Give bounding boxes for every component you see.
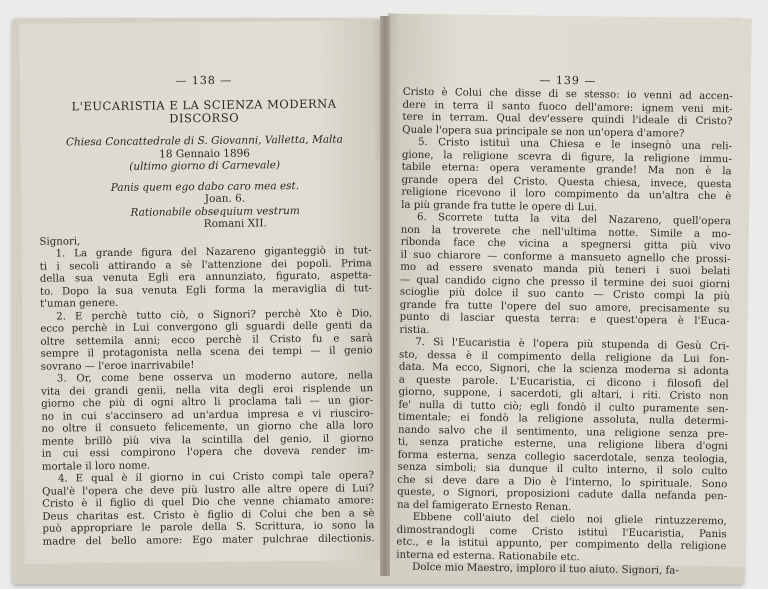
text-line: mo ad essere svenato manda più teneri i suoi belati bbox=[400, 261, 731, 278]
text-line: nando salvo che il sentimento, una religione senza pre- bbox=[397, 424, 729, 440]
text-line: etc., e la istituì appunto, per compimento della religione bbox=[396, 536, 727, 553]
text-line: 5. Cristo istituì una Chiesa e le insegnò una reli- bbox=[417, 136, 733, 153]
text-line: giorno, suppone, i sacerdoti, gli altari, i riti. Cristo non bbox=[398, 386, 729, 403]
book-gutter bbox=[380, 16, 390, 576]
left-page bbox=[19, 20, 389, 564]
text-line: 1. La grande figura del Nazareno giganteggiò in tut- bbox=[55, 245, 372, 260]
text-line: sovrano — l'eroe inarrivabile! bbox=[40, 359, 195, 373]
text-line: senza simboli; sia dunque il culto interno, il solo culto bbox=[397, 461, 728, 478]
text-line: timentale; ei fondò la religione assoluta, nulla determi- bbox=[398, 411, 729, 428]
venue: Chiesa Concattedrale di S. Giovanni, Valletta, Malta bbox=[65, 133, 343, 149]
date: 18 Gennaio 1896 bbox=[159, 147, 251, 160]
text-line: Quale l'opera sua principale se non un'opera d'amore? bbox=[402, 124, 685, 140]
text-line: no in cui s'accinsero ad un'ardua impresa e vi riusciro- bbox=[41, 407, 374, 423]
text-line: a queste parole. L'Eucaristia, ci dicono i filosofi del bbox=[398, 374, 729, 390]
text-line: Cristo è il figlio di quel Dio che venne chiamato amore: bbox=[42, 495, 375, 510]
text-line: dimostrandogli come Cristo istituì l'Eucaristia, Panis bbox=[396, 524, 727, 540]
text-line: interna ed esterna. Rationabile etc. bbox=[396, 549, 580, 563]
text-line: della sua venuta Egli era annunziato, figurato, aspetta- bbox=[39, 270, 372, 285]
text-line: madre del bello amore: Ego mater pulchrae dilectionis. bbox=[42, 532, 375, 548]
text-line: Cristo è Colui che disse di se stesso: io venni ad accen- bbox=[402, 86, 733, 103]
text-line: ristia. bbox=[399, 324, 430, 336]
text-line: la più grande fra tutte le opere di Lui. bbox=[401, 199, 598, 213]
text-line: che si deve dare a Dio è l'interno, lo spirituale. Sono bbox=[397, 474, 728, 490]
right-page bbox=[380, 13, 752, 577]
text-line: grande fra tutte l'opere del suo amore, precisamente su bbox=[399, 299, 730, 315]
text-line: tere in terram. Qual dev'essere quindi l'ideale di Cristo? bbox=[402, 111, 733, 128]
right-body-text bbox=[396, 87, 733, 579]
text-line: ecco perchè in Lui convergono gli sguardi delle genti da bbox=[40, 320, 373, 335]
text-line: dere in terra il santo fuoco dell'amore: ignem veni mit- bbox=[402, 99, 733, 115]
text-line: — qual candido cigno che presso il termine dei suoi giorni bbox=[400, 274, 731, 290]
text-line: t'uman genere. bbox=[40, 297, 119, 310]
salutation: Signori, bbox=[39, 235, 81, 248]
text-line: il suo chiarore — conforme a mansueto agnello che prossi- bbox=[400, 249, 731, 265]
text-line: na del famigerato Ernesto Renan. bbox=[396, 499, 572, 513]
epigraph-line: Rationabile obsequium vestrum bbox=[130, 204, 300, 219]
text-line: 3. Or, come bene osserva un moderno autore, nella bbox=[56, 370, 373, 385]
text-line: no oltre il consueto felicemente, un giorno che alla loro bbox=[41, 420, 374, 435]
text-line: giorno che più di ogni altro li proclama tali — un gior- bbox=[41, 395, 374, 410]
text-line: può appropriare le parole della S. Scrittura, io sono la bbox=[42, 520, 375, 535]
text-line: to. Dopo la sua venuta Egli forma la meraviglia di tut- bbox=[39, 282, 373, 298]
text-line: religione ricevono il loro compimento da un'altra che è bbox=[401, 186, 732, 203]
text-line: mente brillò più viva la scintilla del genio, il giorno bbox=[41, 432, 374, 448]
text-line: ti, senza pratiche esterne, una religione libera d'ogni bbox=[397, 436, 728, 453]
text-line: tabile eterna: opera veramente grande! Ma non è la bbox=[401, 161, 732, 178]
speech-title bbox=[38, 97, 370, 126]
text-line: Dolce mio Maestro, imploro il tuo aiuto. Signori, fa- bbox=[412, 561, 679, 577]
page-number-left: — 138 — bbox=[175, 73, 233, 88]
text-line: Ebbene coll'aiuto del cielo noi gliele rintuzzeremo, bbox=[412, 511, 727, 528]
text-line: grande opera del Cristo. Questa chiesa, invece, questa bbox=[401, 174, 732, 190]
text-line: forma esterna, senza collegio sacerdotale, senza teologia, bbox=[397, 449, 728, 465]
title-line: L'EUCARISTIA E LA SCIENZA MODERNA bbox=[71, 96, 337, 114]
text-line: gione, la religione scevra di figure, la religione immu- bbox=[401, 149, 732, 165]
text-line: data. Ma ecco, Signori, che la scienza moderna si adonta bbox=[398, 361, 729, 378]
text-line: Deus charitas est. Cristo è figlio di Colui che ben a sè bbox=[42, 507, 375, 523]
text-line: mortale il loro nome. bbox=[41, 460, 151, 473]
text-line: oltre settemila anni; ecco perchè il Cristo fu e sarà bbox=[40, 332, 373, 348]
text-line: punto di lasciar questa terra: e quest'opera è l'Euca- bbox=[399, 311, 730, 328]
epigraph-line: Romani XII. bbox=[203, 217, 267, 230]
text-line: vita dei grandi genii, nella vita degli eroi risplende un bbox=[40, 382, 374, 398]
text-line: Qual'è l'opera che deve più lustro alle altre opere di Lui? bbox=[42, 482, 375, 498]
text-line: 7. Sì l'Eucaristia è l'opera più stupenda di Gesù Cri- bbox=[415, 336, 730, 353]
text-line: 4. E qual è il giorno in cui Cristo compì tale opera? bbox=[57, 470, 374, 485]
text-line: ti i secoli attirando a sè l'attenzione dei popoli. Prima bbox=[39, 257, 372, 273]
title-line: DISCORSO bbox=[169, 110, 240, 126]
epigraph-line: Joan. 6. bbox=[204, 192, 246, 205]
text-line: 6. Scorrete tutta la vita del Nazareno, quell'opera bbox=[416, 211, 732, 228]
text-line: fe' nulla di tutto ciò; egli fondò il culto puramente sen- bbox=[398, 399, 729, 415]
note: (ultimo giorno di Carnevale) bbox=[129, 159, 281, 173]
text-line: ribonda face che vicina a spegnersi gitta più vivo bbox=[400, 236, 731, 253]
epigraph-line: Panis quem ego dabo caro mea est. bbox=[110, 179, 300, 194]
text-line: scioglie più dolce il suo canto — Cristo compì la più bbox=[399, 286, 730, 303]
text-line: sto, dessa è il compimento della religione da Lui fon- bbox=[399, 349, 730, 365]
left-body-text bbox=[40, 245, 375, 548]
text-line: queste, o Signori, proposizioni cadute dalla nefanda pen- bbox=[397, 486, 728, 503]
text-line: in cui essi compirono l'opera che doveva render im- bbox=[41, 445, 374, 460]
text-line: non la troverete che nell'ultima notte. Simile a mo- bbox=[400, 224, 731, 240]
page-number-right: — 139 — bbox=[539, 73, 597, 88]
text-line: sempre il protagonista nella scena dei tempi — il genio bbox=[40, 345, 373, 360]
text-line: 2. E perchè tutto ciò, o Signori? perchè Xto è Dio, bbox=[56, 307, 373, 323]
